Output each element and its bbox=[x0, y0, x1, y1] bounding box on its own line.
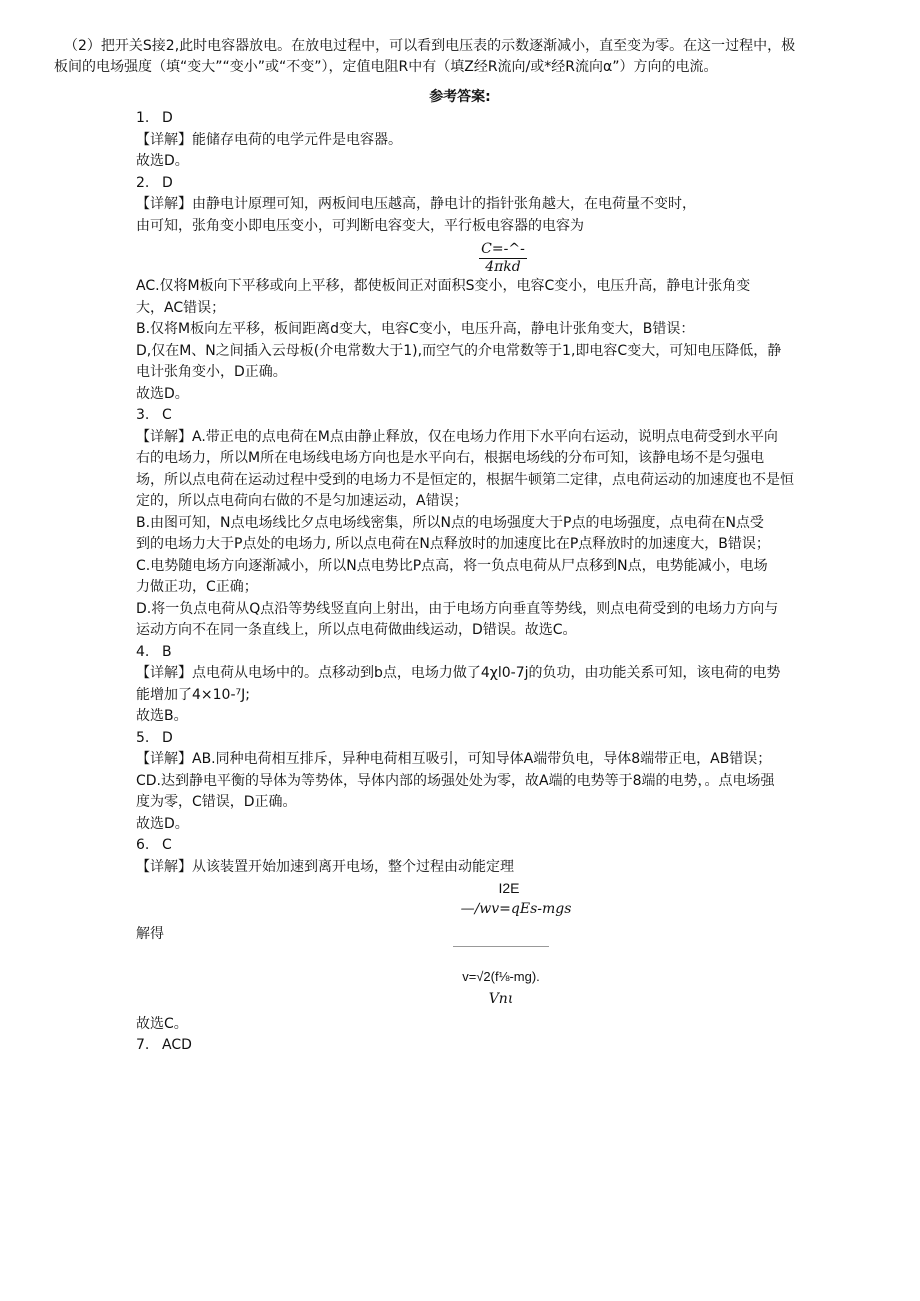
answer-choice: D bbox=[162, 729, 173, 746]
answer-choice: D bbox=[162, 110, 173, 126]
answer-choice: D bbox=[162, 174, 173, 191]
detail-line: 电计张角变小，D正确。 bbox=[136, 364, 287, 380]
answer-choice: C bbox=[162, 407, 172, 423]
capacitance-formula bbox=[136, 241, 870, 276]
detail-line: D.将一负点电荷从Q点沿等势线竖直向上射出，由于电场方向垂直等势线，则点电荷受到的电场力方向与 bbox=[136, 600, 779, 617]
conclusion-line: 故选B。 bbox=[136, 708, 188, 724]
question-intro bbox=[54, 36, 874, 78]
detail-line: 能增加了4×10-⁷J; bbox=[136, 686, 250, 703]
detail-line: 定的，所以点电荷向右做的不是匀加速运动，A错误； bbox=[136, 493, 468, 509]
answer-number: 7. bbox=[136, 1037, 150, 1053]
answer-item-3 bbox=[136, 405, 870, 427]
result-formula-denominator: Vnι bbox=[488, 990, 514, 1007]
solve-label: 解得 bbox=[136, 926, 164, 942]
answer-item-2 bbox=[136, 173, 870, 195]
answer-choice: B bbox=[162, 643, 172, 660]
result-formula-line bbox=[132, 946, 870, 970]
intro-line-2: 板间的电场强度（填“变大”“变小”或“不变”），定值电阻R中有（填Z经R流向/或*经R流向α”）方向的电流。 bbox=[54, 59, 718, 75]
formula-numerator: C=-^- bbox=[481, 241, 525, 257]
answer-item-6 bbox=[136, 835, 870, 857]
answer-item-5 bbox=[136, 728, 870, 750]
answer-number: 2. bbox=[136, 174, 150, 191]
detail-line: 右的电场力，所以M所在电场线电场方向也是水平向右，根据电场线的分布可知，该静电场不是匀强电 bbox=[136, 450, 765, 466]
detail-line: 【详解】能储存电荷的电学元件是电容器。 bbox=[136, 131, 402, 148]
energy-formula-top: I2E bbox=[498, 880, 520, 896]
answer-number: 1. bbox=[136, 110, 150, 126]
result-formula: v=√2(f⅛-mg). bbox=[462, 968, 540, 984]
detail-line: 【详解】点电荷从电场中的。点移动到b点，电场力做了4χl0-7j的负功，由功能关系可知，该电荷的电势 bbox=[136, 665, 781, 681]
detail-line: 【详解】由静电计原理可知，两板间电压越高，静电计的指针张角越大，在电荷量不变时， bbox=[136, 196, 696, 212]
conclusion-line: 故选C。 bbox=[136, 1015, 188, 1032]
answer-number: 3. bbox=[136, 407, 150, 423]
answer-number: 6. bbox=[136, 837, 150, 853]
detail-line: B.由图可知，N点电场线比夕点电场线密集，所以N点的电场强度大于P点的电场强度，点电荷在N点受 bbox=[136, 514, 764, 531]
answer-choice: C bbox=[162, 837, 172, 853]
conclusion-line: 故选D。 bbox=[136, 815, 189, 832]
answers-title: 参考答案: bbox=[429, 89, 491, 105]
detail-line: 大，AC错误； bbox=[136, 299, 226, 316]
formula-rule bbox=[453, 946, 549, 947]
energy-formula: —∕wv=qEs-mgs bbox=[460, 901, 572, 917]
detail-line: 【详解】AB.同种电荷相互排斥，异种电荷相互吸引，可知导体A端带负电，导体8端带正电，AB错误； bbox=[136, 751, 772, 767]
conclusion-line: 故选D。 bbox=[136, 385, 189, 402]
detail-line: 场，所以点电荷在运动过程中受到的电场力不是恒定的，根据牛顿第二定律，点电荷运动的加速度也不是恒 bbox=[136, 471, 794, 488]
answer-item-4 bbox=[136, 642, 870, 664]
formula-fraction bbox=[479, 241, 527, 276]
detail-line: AC.仅将M板向下平移或向上平移，都使板间正对面积S变小，电容C变小，电压升高，静电计张角变 bbox=[136, 278, 751, 294]
detail-line: 运动方向不在同一条直线上，所以点电荷做曲线运动，D错误。故选C。 bbox=[136, 622, 577, 638]
detail-line: CD.达到静电平衡的导体为等势体，导体内部的场强处处为零，故A端的电势等于8端的电势，。点电场强 bbox=[136, 772, 775, 789]
answer-choice: ACD bbox=[162, 1037, 192, 1053]
detail-line: 到的电场力大于P点处的电场力, 所以点电荷在N点释放时的加速度比在P点释放时的加速度大，B错误； bbox=[136, 536, 770, 552]
detail-line: C.电势随电场方向逐渐减小，所以N点电势比P点高，将一负点电荷从尸点移到N点，电势能减小，电场 bbox=[136, 557, 768, 574]
detail-line: 【详解】从该装置开始加速到离开电场，整个过程由动能定理 bbox=[136, 858, 514, 875]
answers-content bbox=[136, 108, 870, 1057]
detail-line: D,仅在M、N之间插入云母板(介电常数大于1),而空气的介电常数等于1,即电容C变大，可知电压降低，静 bbox=[136, 342, 782, 359]
answer-item-1 bbox=[136, 108, 870, 130]
detail-line: 力做正功，C正确； bbox=[136, 579, 258, 595]
answer-item-7 bbox=[136, 1035, 870, 1057]
answer-number: 5. bbox=[136, 729, 150, 746]
formula-denominator: 4πkd bbox=[485, 259, 521, 275]
answer-number: 4. bbox=[136, 643, 150, 660]
detail-line: 度为零，C错误，D正确。 bbox=[136, 794, 297, 810]
intro-line-1: （2）把开关S接2,此时电容器放电。在放电过程中，可以看到电压表的示数逐渐减小，直至变为零。在这一过程中，极 bbox=[64, 38, 796, 54]
detail-line: 【详解】A.带正电的点电荷在M点由静止释放，仅在电场力作用下水平向右运动，说明点电荷受到水平向 bbox=[136, 428, 778, 445]
detail-line: 由可知，张角变小即电压变小，可判断电容变大，平行板电容器的电容为 bbox=[136, 217, 584, 234]
detail-line: B.仅将M板向左平移，板间距离d变大，电容C变小，电压升高，静电计张角变大，B错误： bbox=[136, 321, 695, 337]
conclusion-line: 故选D。 bbox=[136, 153, 189, 169]
